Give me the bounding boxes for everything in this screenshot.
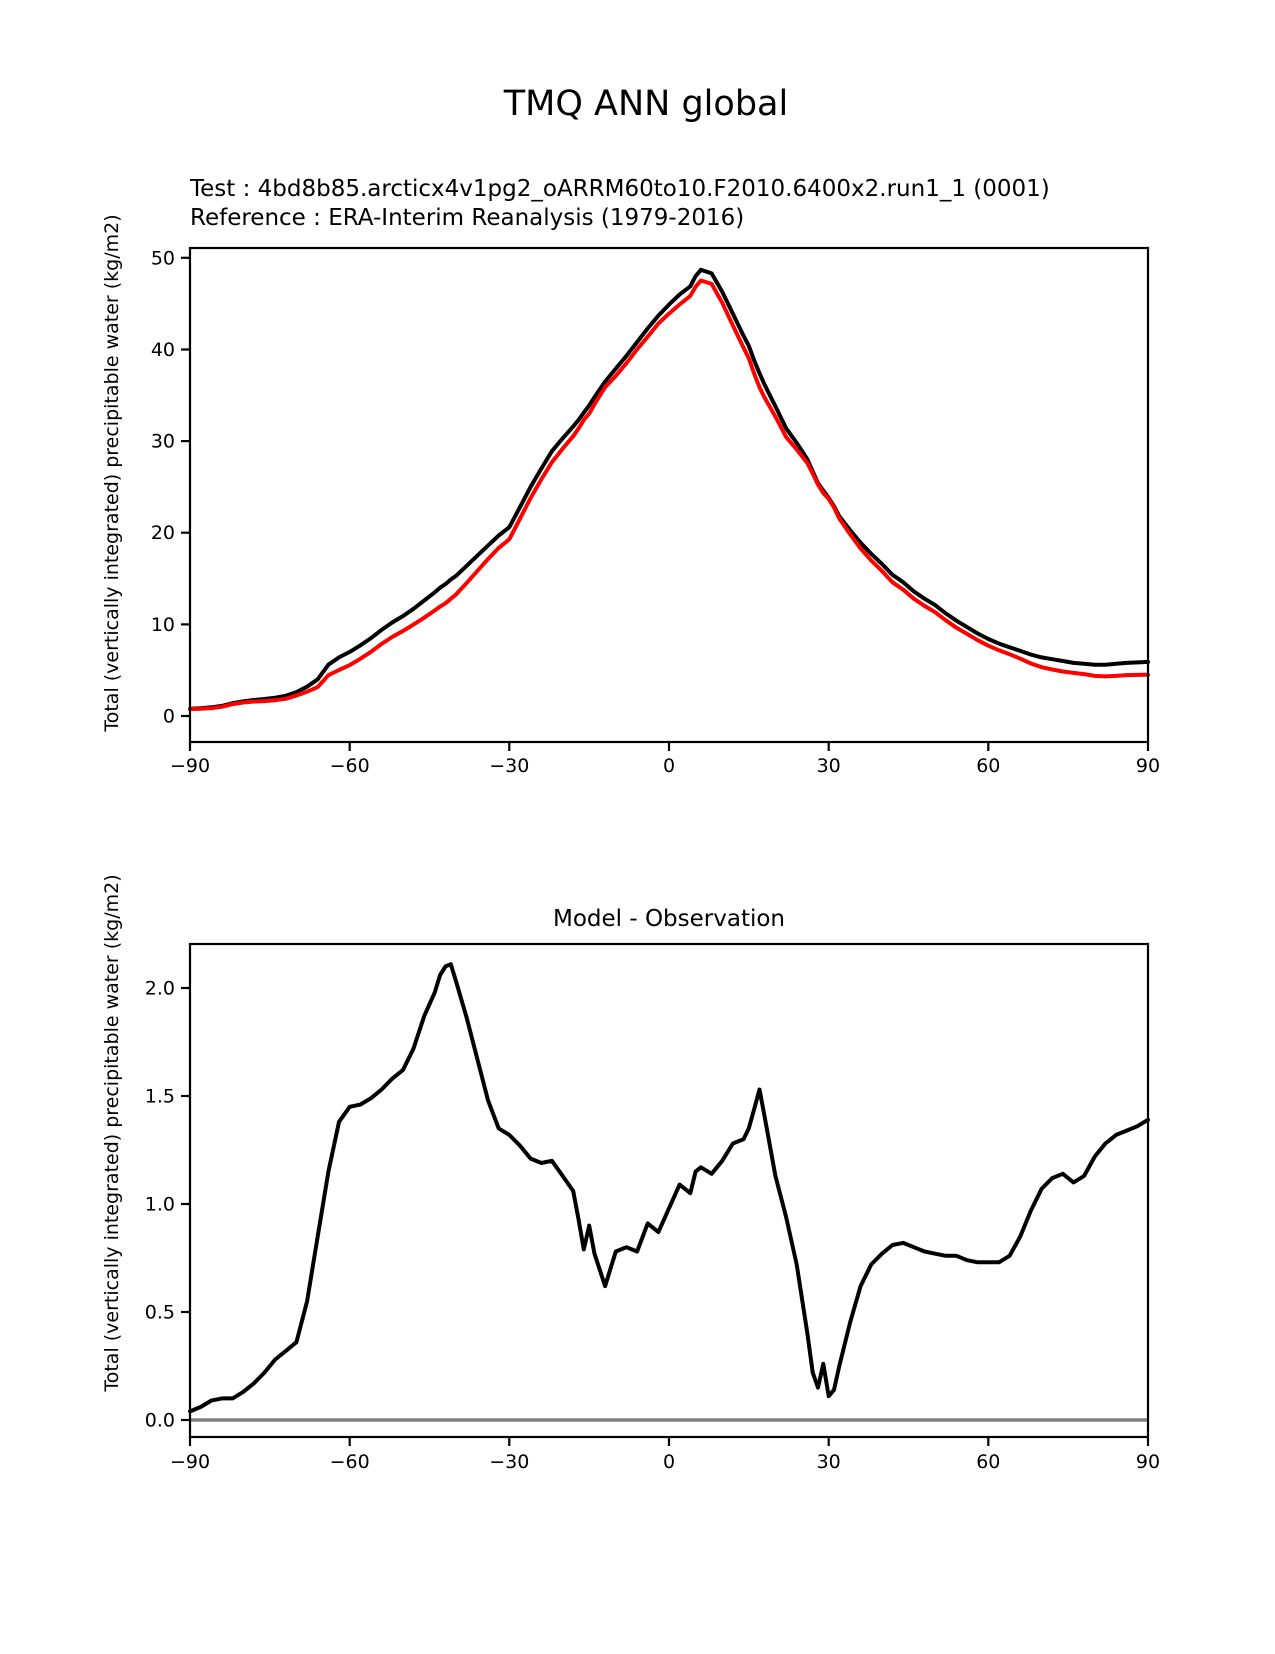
y-tick-label: 1.5 [144,1085,175,1108]
x-tick-label: 60 [976,1451,1001,1473]
legend-test-label: Test : 4bd8b85.arcticx4v1pg2_oARRM60to10.F2010.6400x2.run1_1 (0001) [190,176,1050,202]
y-tick-label: 0 [162,705,175,728]
legend-reference-label: Reference : ERA-Interim Reanalysis (1979-2016) [190,205,745,231]
figure-title: TMQ ANN global [503,84,789,124]
x-tick-label: 30 [816,755,841,777]
y-tick-label: 40 [150,339,175,361]
bottom-chart [145,944,1160,1473]
y-tick-label: 1.0 [144,1193,175,1216]
test-line [190,270,1148,709]
model-observation-line [190,964,1148,1411]
x-tick-label: 90 [1135,755,1161,777]
bottom-chart-title: Model - Observation [552,906,786,932]
y-tick-label: 50 [150,247,175,270]
y-tick-label: 30 [150,430,175,453]
bottom-y-axis-label: Total (vertically integrated) precipitable water (kg/m2) [101,874,123,1392]
x-tick-label: −60 [329,1451,370,1473]
x-tick-label: −30 [489,1451,530,1473]
x-tick-label: −30 [489,755,530,777]
x-tick-label: −90 [169,755,211,777]
top-y-axis-label: Total (vertically integrated) precipitable water (kg/m2) [101,214,123,732]
x-tick-label: 30 [816,1451,841,1473]
y-tick-label: 10 [150,613,175,636]
y-tick-label: 0.5 [144,1301,175,1324]
x-tick-label: 60 [976,755,1001,777]
y-tick-label: 0.0 [144,1409,175,1432]
x-tick-label: −90 [169,1451,211,1473]
x-tick-label: 0 [662,755,676,777]
x-tick-label: 0 [662,1451,676,1473]
top-chart [151,247,1160,777]
axes-frame [190,248,1148,742]
x-tick-label: −60 [329,755,370,777]
y-tick-label: 20 [150,522,175,545]
axes-frame [190,944,1148,1437]
x-tick-label: 90 [1135,1451,1161,1473]
y-tick-label: 2.0 [144,977,175,1000]
